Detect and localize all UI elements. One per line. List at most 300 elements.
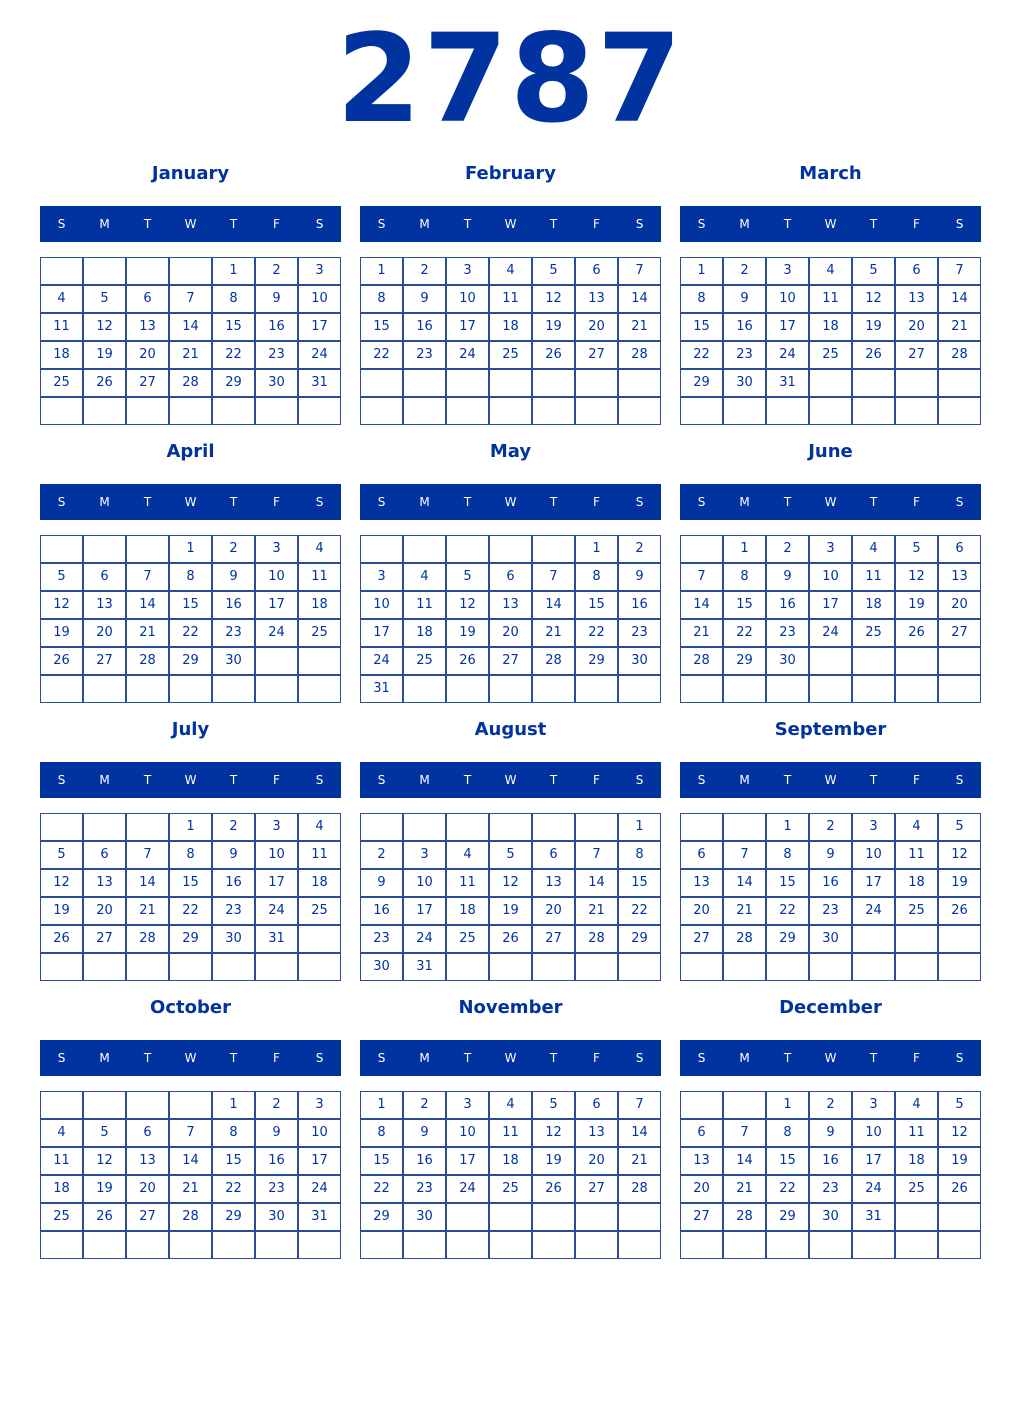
day-cell: 6 xyxy=(126,1119,169,1147)
day-cell: 17 xyxy=(446,1147,489,1175)
day-cell: 4 xyxy=(895,813,938,841)
empty-day-cell xyxy=(938,953,981,981)
weekday-label: W xyxy=(824,773,837,787)
weekday-label: W xyxy=(824,217,837,231)
day-cell: 28 xyxy=(618,341,661,369)
day-cell: 28 xyxy=(126,647,169,675)
day-cell: 16 xyxy=(766,591,809,619)
day-cell: 21 xyxy=(126,619,169,647)
day-cell: 20 xyxy=(895,313,938,341)
day-cell: 26 xyxy=(938,897,981,925)
empty-day-cell xyxy=(895,647,938,675)
day-cell: 17 xyxy=(255,591,298,619)
day-cell: 29 xyxy=(360,1203,403,1231)
weekday-label: W xyxy=(184,217,197,231)
empty-day-cell xyxy=(298,647,341,675)
empty-day-cell xyxy=(403,675,446,703)
empty-day-cell xyxy=(895,1203,938,1231)
day-cell: 18 xyxy=(852,591,895,619)
day-cell: 31 xyxy=(766,369,809,397)
empty-day-cell xyxy=(680,1091,723,1119)
day-cell: 3 xyxy=(298,1091,341,1119)
day-cell: 27 xyxy=(489,647,532,675)
empty-day-cell xyxy=(618,675,661,703)
weekday-header xyxy=(40,484,341,520)
weekday-label: S xyxy=(697,495,706,509)
day-cell: 23 xyxy=(766,619,809,647)
day-cell: 6 xyxy=(895,257,938,285)
day-cell: 26 xyxy=(895,619,938,647)
day-grid xyxy=(680,1091,981,1260)
day-cell: 8 xyxy=(360,285,403,313)
day-cell: 28 xyxy=(575,925,618,953)
empty-day-cell xyxy=(446,369,489,397)
empty-day-cell xyxy=(895,1231,938,1259)
empty-day-cell xyxy=(532,397,575,425)
empty-day-cell xyxy=(532,1203,575,1231)
month-name: November xyxy=(458,997,563,1018)
weekday-label: F xyxy=(913,773,920,787)
empty-day-cell xyxy=(83,257,126,285)
empty-day-cell xyxy=(298,397,341,425)
day-cell: 9 xyxy=(809,841,852,869)
day-cell: 6 xyxy=(126,285,169,313)
day-cell: 27 xyxy=(532,925,575,953)
day-cell: 19 xyxy=(446,619,489,647)
empty-day-cell xyxy=(126,813,169,841)
day-cell: 25 xyxy=(446,925,489,953)
day-cell: 30 xyxy=(212,925,255,953)
empty-day-cell xyxy=(403,1231,446,1259)
empty-day-cell xyxy=(489,813,532,841)
day-cell: 22 xyxy=(680,341,723,369)
day-cell: 5 xyxy=(852,257,895,285)
day-cell: 19 xyxy=(40,619,83,647)
day-cell: 1 xyxy=(618,813,661,841)
weekday-label: S xyxy=(697,773,706,787)
empty-day-cell xyxy=(169,397,212,425)
empty-day-cell xyxy=(446,397,489,425)
weekday-label: T xyxy=(463,773,472,787)
day-cell: 24 xyxy=(809,619,852,647)
day-cell: 7 xyxy=(532,563,575,591)
day-cell: 13 xyxy=(938,563,981,591)
empty-day-cell xyxy=(83,397,126,425)
empty-day-cell xyxy=(126,257,169,285)
weekday-label: F xyxy=(273,773,280,787)
day-cell: 24 xyxy=(852,1175,895,1203)
weekday-label: W xyxy=(504,773,517,787)
day-cell: 4 xyxy=(298,535,341,563)
day-cell: 28 xyxy=(723,925,766,953)
day-cell: 18 xyxy=(298,591,341,619)
day-cell: 21 xyxy=(532,619,575,647)
day-cell: 4 xyxy=(489,1091,532,1119)
day-cell: 20 xyxy=(83,897,126,925)
empty-day-cell xyxy=(723,1231,766,1259)
day-cell: 26 xyxy=(532,341,575,369)
day-cell: 24 xyxy=(298,341,341,369)
weekday-label: T xyxy=(463,495,472,509)
day-cell: 27 xyxy=(83,925,126,953)
day-cell: 25 xyxy=(298,619,341,647)
day-cell: 3 xyxy=(766,257,809,285)
day-cell: 22 xyxy=(360,1175,403,1203)
empty-day-cell xyxy=(723,1091,766,1119)
empty-day-cell xyxy=(532,675,575,703)
day-cell: 7 xyxy=(618,257,661,285)
day-cell: 25 xyxy=(809,341,852,369)
empty-day-cell xyxy=(532,813,575,841)
weekday-label: F xyxy=(593,773,600,787)
weekday-header xyxy=(680,484,981,520)
day-cell: 3 xyxy=(255,813,298,841)
day-cell: 31 xyxy=(298,369,341,397)
day-cell: 30 xyxy=(809,1203,852,1231)
day-cell: 9 xyxy=(723,285,766,313)
weekday-label: F xyxy=(593,1051,600,1065)
day-cell: 1 xyxy=(680,257,723,285)
day-cell: 20 xyxy=(575,1147,618,1175)
empty-day-cell xyxy=(403,813,446,841)
day-cell: 16 xyxy=(212,869,255,897)
empty-day-cell xyxy=(575,675,618,703)
weekday-label: M xyxy=(99,773,110,787)
day-cell: 7 xyxy=(169,1119,212,1147)
day-cell: 29 xyxy=(766,925,809,953)
day-cell: 2 xyxy=(403,257,446,285)
day-cell: 5 xyxy=(40,841,83,869)
weekday-label: S xyxy=(635,217,644,231)
day-cell: 8 xyxy=(766,841,809,869)
day-cell: 14 xyxy=(126,869,169,897)
day-cell: 3 xyxy=(852,1091,895,1119)
empty-day-cell xyxy=(446,953,489,981)
empty-day-cell xyxy=(680,535,723,563)
day-cell: 2 xyxy=(212,813,255,841)
empty-day-cell xyxy=(169,257,212,285)
day-cell: 22 xyxy=(169,897,212,925)
day-cell: 21 xyxy=(723,897,766,925)
day-cell: 23 xyxy=(618,619,661,647)
empty-day-cell xyxy=(255,953,298,981)
day-cell: 14 xyxy=(723,1147,766,1175)
empty-day-cell xyxy=(489,535,532,563)
day-cell: 14 xyxy=(618,1119,661,1147)
day-cell: 15 xyxy=(169,869,212,897)
day-cell: 17 xyxy=(298,313,341,341)
weekday-label: M xyxy=(419,495,430,509)
day-cell: 23 xyxy=(809,1175,852,1203)
day-cell: 8 xyxy=(680,285,723,313)
weekday-label: M xyxy=(99,495,110,509)
empty-day-cell xyxy=(532,1231,575,1259)
day-cell: 15 xyxy=(360,1147,403,1175)
day-cell: 19 xyxy=(489,897,532,925)
day-cell: 22 xyxy=(766,897,809,925)
empty-day-cell xyxy=(895,397,938,425)
year-title: 2787 xyxy=(336,8,684,150)
day-cell: 4 xyxy=(489,257,532,285)
empty-day-cell xyxy=(680,953,723,981)
empty-day-cell xyxy=(255,397,298,425)
day-cell: 18 xyxy=(489,1147,532,1175)
day-cell: 1 xyxy=(212,257,255,285)
day-cell: 11 xyxy=(489,1119,532,1147)
day-cell: 10 xyxy=(255,841,298,869)
day-cell: 20 xyxy=(126,341,169,369)
day-cell: 11 xyxy=(809,285,852,313)
weekday-label: T xyxy=(463,1051,472,1065)
day-cell: 3 xyxy=(446,257,489,285)
day-cell: 26 xyxy=(938,1175,981,1203)
day-cell: 1 xyxy=(360,1091,403,1119)
day-cell: 12 xyxy=(895,563,938,591)
day-cell: 10 xyxy=(360,591,403,619)
day-cell: 5 xyxy=(83,1119,126,1147)
empty-day-cell xyxy=(575,813,618,841)
empty-day-cell xyxy=(575,397,618,425)
weekday-label: W xyxy=(504,217,517,231)
day-cell: 13 xyxy=(489,591,532,619)
empty-day-cell xyxy=(575,953,618,981)
day-cell: 2 xyxy=(618,535,661,563)
day-cell: 12 xyxy=(852,285,895,313)
day-grid xyxy=(40,257,341,426)
weekday-label: S xyxy=(955,773,964,787)
day-cell: 22 xyxy=(575,619,618,647)
weekday-label: S xyxy=(697,1051,706,1065)
day-cell: 28 xyxy=(938,341,981,369)
day-cell: 14 xyxy=(126,591,169,619)
weekday-label: S xyxy=(955,217,964,231)
day-cell: 4 xyxy=(40,285,83,313)
day-grid xyxy=(680,257,981,426)
weekday-label: T xyxy=(143,217,152,231)
day-cell: 19 xyxy=(532,1147,575,1175)
day-cell: 24 xyxy=(852,897,895,925)
empty-day-cell xyxy=(489,1203,532,1231)
weekday-header xyxy=(40,1040,341,1076)
empty-day-cell xyxy=(40,813,83,841)
day-grid xyxy=(40,813,341,982)
day-cell: 9 xyxy=(255,285,298,313)
day-cell: 13 xyxy=(532,869,575,897)
day-cell: 14 xyxy=(723,869,766,897)
empty-day-cell xyxy=(723,953,766,981)
weekday-label: W xyxy=(504,495,517,509)
day-cell: 16 xyxy=(403,313,446,341)
weekday-header xyxy=(680,206,981,242)
empty-day-cell xyxy=(169,1231,212,1259)
day-cell: 20 xyxy=(680,897,723,925)
day-cell: 16 xyxy=(809,869,852,897)
day-cell: 21 xyxy=(723,1175,766,1203)
day-cell: 11 xyxy=(489,285,532,313)
empty-day-cell xyxy=(938,675,981,703)
day-cell: 3 xyxy=(360,563,403,591)
day-cell: 6 xyxy=(532,841,575,869)
day-cell: 8 xyxy=(723,563,766,591)
day-cell: 22 xyxy=(360,341,403,369)
day-cell: 31 xyxy=(255,925,298,953)
day-cell: 31 xyxy=(360,675,403,703)
empty-day-cell xyxy=(852,369,895,397)
weekday-label: S xyxy=(57,217,66,231)
day-grid xyxy=(360,1091,661,1260)
day-cell: 9 xyxy=(212,563,255,591)
day-cell: 12 xyxy=(40,869,83,897)
empty-day-cell xyxy=(809,369,852,397)
day-cell: 17 xyxy=(298,1147,341,1175)
day-cell: 12 xyxy=(938,841,981,869)
day-cell: 9 xyxy=(360,869,403,897)
day-cell: 4 xyxy=(895,1091,938,1119)
day-cell: 29 xyxy=(766,1203,809,1231)
day-cell: 11 xyxy=(895,1119,938,1147)
day-grid xyxy=(360,813,661,982)
day-cell: 17 xyxy=(809,591,852,619)
day-cell: 4 xyxy=(298,813,341,841)
day-cell: 1 xyxy=(169,813,212,841)
day-grid xyxy=(680,535,981,704)
empty-day-cell xyxy=(83,813,126,841)
day-cell: 30 xyxy=(809,925,852,953)
day-cell: 13 xyxy=(126,1147,169,1175)
weekday-label: T xyxy=(143,1051,152,1065)
day-cell: 13 xyxy=(575,285,618,313)
day-cell: 10 xyxy=(852,841,895,869)
empty-day-cell xyxy=(766,953,809,981)
weekday-label: F xyxy=(593,217,600,231)
day-cell: 27 xyxy=(126,369,169,397)
empty-day-cell xyxy=(618,1231,661,1259)
day-cell: 12 xyxy=(532,1119,575,1147)
day-cell: 12 xyxy=(938,1119,981,1147)
empty-day-cell xyxy=(680,1231,723,1259)
day-cell: 27 xyxy=(938,619,981,647)
empty-day-cell xyxy=(723,397,766,425)
weekday-label: F xyxy=(913,1051,920,1065)
day-cell: 12 xyxy=(83,313,126,341)
day-cell: 11 xyxy=(852,563,895,591)
day-cell: 1 xyxy=(360,257,403,285)
day-cell: 12 xyxy=(532,285,575,313)
day-cell: 10 xyxy=(403,869,446,897)
empty-day-cell xyxy=(618,1203,661,1231)
empty-day-cell xyxy=(40,953,83,981)
day-cell: 17 xyxy=(852,869,895,897)
day-cell: 15 xyxy=(766,1147,809,1175)
day-cell: 24 xyxy=(255,619,298,647)
empty-day-cell xyxy=(680,397,723,425)
day-cell: 29 xyxy=(723,647,766,675)
empty-day-cell xyxy=(360,1231,403,1259)
day-grid xyxy=(40,535,341,704)
day-cell: 3 xyxy=(403,841,446,869)
day-cell: 3 xyxy=(255,535,298,563)
empty-day-cell xyxy=(298,925,341,953)
day-cell: 5 xyxy=(446,563,489,591)
day-cell: 3 xyxy=(446,1091,489,1119)
month-name: October xyxy=(150,997,231,1018)
day-cell: 27 xyxy=(575,341,618,369)
weekday-label: S xyxy=(635,773,644,787)
day-cell: 18 xyxy=(40,1175,83,1203)
weekday-label: S xyxy=(315,1051,324,1065)
day-cell: 20 xyxy=(532,897,575,925)
empty-day-cell xyxy=(852,675,895,703)
empty-day-cell xyxy=(723,813,766,841)
empty-day-cell xyxy=(126,1091,169,1119)
empty-day-cell xyxy=(895,369,938,397)
empty-day-cell xyxy=(766,675,809,703)
day-cell: 27 xyxy=(895,341,938,369)
weekday-label: F xyxy=(273,1051,280,1065)
empty-day-cell xyxy=(403,535,446,563)
weekday-label: T xyxy=(463,217,472,231)
month-name: December xyxy=(779,997,882,1018)
day-cell: 18 xyxy=(403,619,446,647)
empty-day-cell xyxy=(212,953,255,981)
empty-day-cell xyxy=(575,1231,618,1259)
empty-day-cell xyxy=(489,675,532,703)
day-cell: 19 xyxy=(532,313,575,341)
empty-day-cell xyxy=(938,369,981,397)
day-cell: 19 xyxy=(938,869,981,897)
month-name: April xyxy=(166,441,215,462)
month-name: June xyxy=(808,441,853,462)
day-cell: 24 xyxy=(360,647,403,675)
day-cell: 6 xyxy=(83,841,126,869)
day-cell: 30 xyxy=(403,1203,446,1231)
day-cell: 21 xyxy=(618,1147,661,1175)
day-cell: 12 xyxy=(446,591,489,619)
day-cell: 15 xyxy=(360,313,403,341)
day-cell: 30 xyxy=(212,647,255,675)
empty-day-cell xyxy=(809,675,852,703)
day-cell: 7 xyxy=(126,841,169,869)
empty-day-cell xyxy=(446,675,489,703)
weekday-label: M xyxy=(419,217,430,231)
empty-day-cell xyxy=(126,397,169,425)
empty-day-cell xyxy=(895,953,938,981)
day-cell: 13 xyxy=(680,1147,723,1175)
empty-day-cell xyxy=(809,1231,852,1259)
weekday-header xyxy=(680,1040,981,1076)
month-name: July xyxy=(171,719,210,740)
day-cell: 1 xyxy=(766,1091,809,1119)
empty-day-cell xyxy=(618,953,661,981)
day-cell: 10 xyxy=(298,1119,341,1147)
day-cell: 15 xyxy=(212,1147,255,1175)
weekday-header xyxy=(360,484,661,520)
day-cell: 21 xyxy=(680,619,723,647)
day-cell: 7 xyxy=(938,257,981,285)
day-cell: 2 xyxy=(255,257,298,285)
day-cell: 10 xyxy=(766,285,809,313)
empty-day-cell xyxy=(895,675,938,703)
day-cell: 17 xyxy=(360,619,403,647)
empty-day-cell xyxy=(938,925,981,953)
empty-day-cell xyxy=(126,675,169,703)
weekday-label: W xyxy=(184,773,197,787)
day-cell: 19 xyxy=(40,897,83,925)
weekday-label: T xyxy=(869,773,878,787)
day-cell: 23 xyxy=(723,341,766,369)
day-cell: 26 xyxy=(852,341,895,369)
empty-day-cell xyxy=(489,1231,532,1259)
